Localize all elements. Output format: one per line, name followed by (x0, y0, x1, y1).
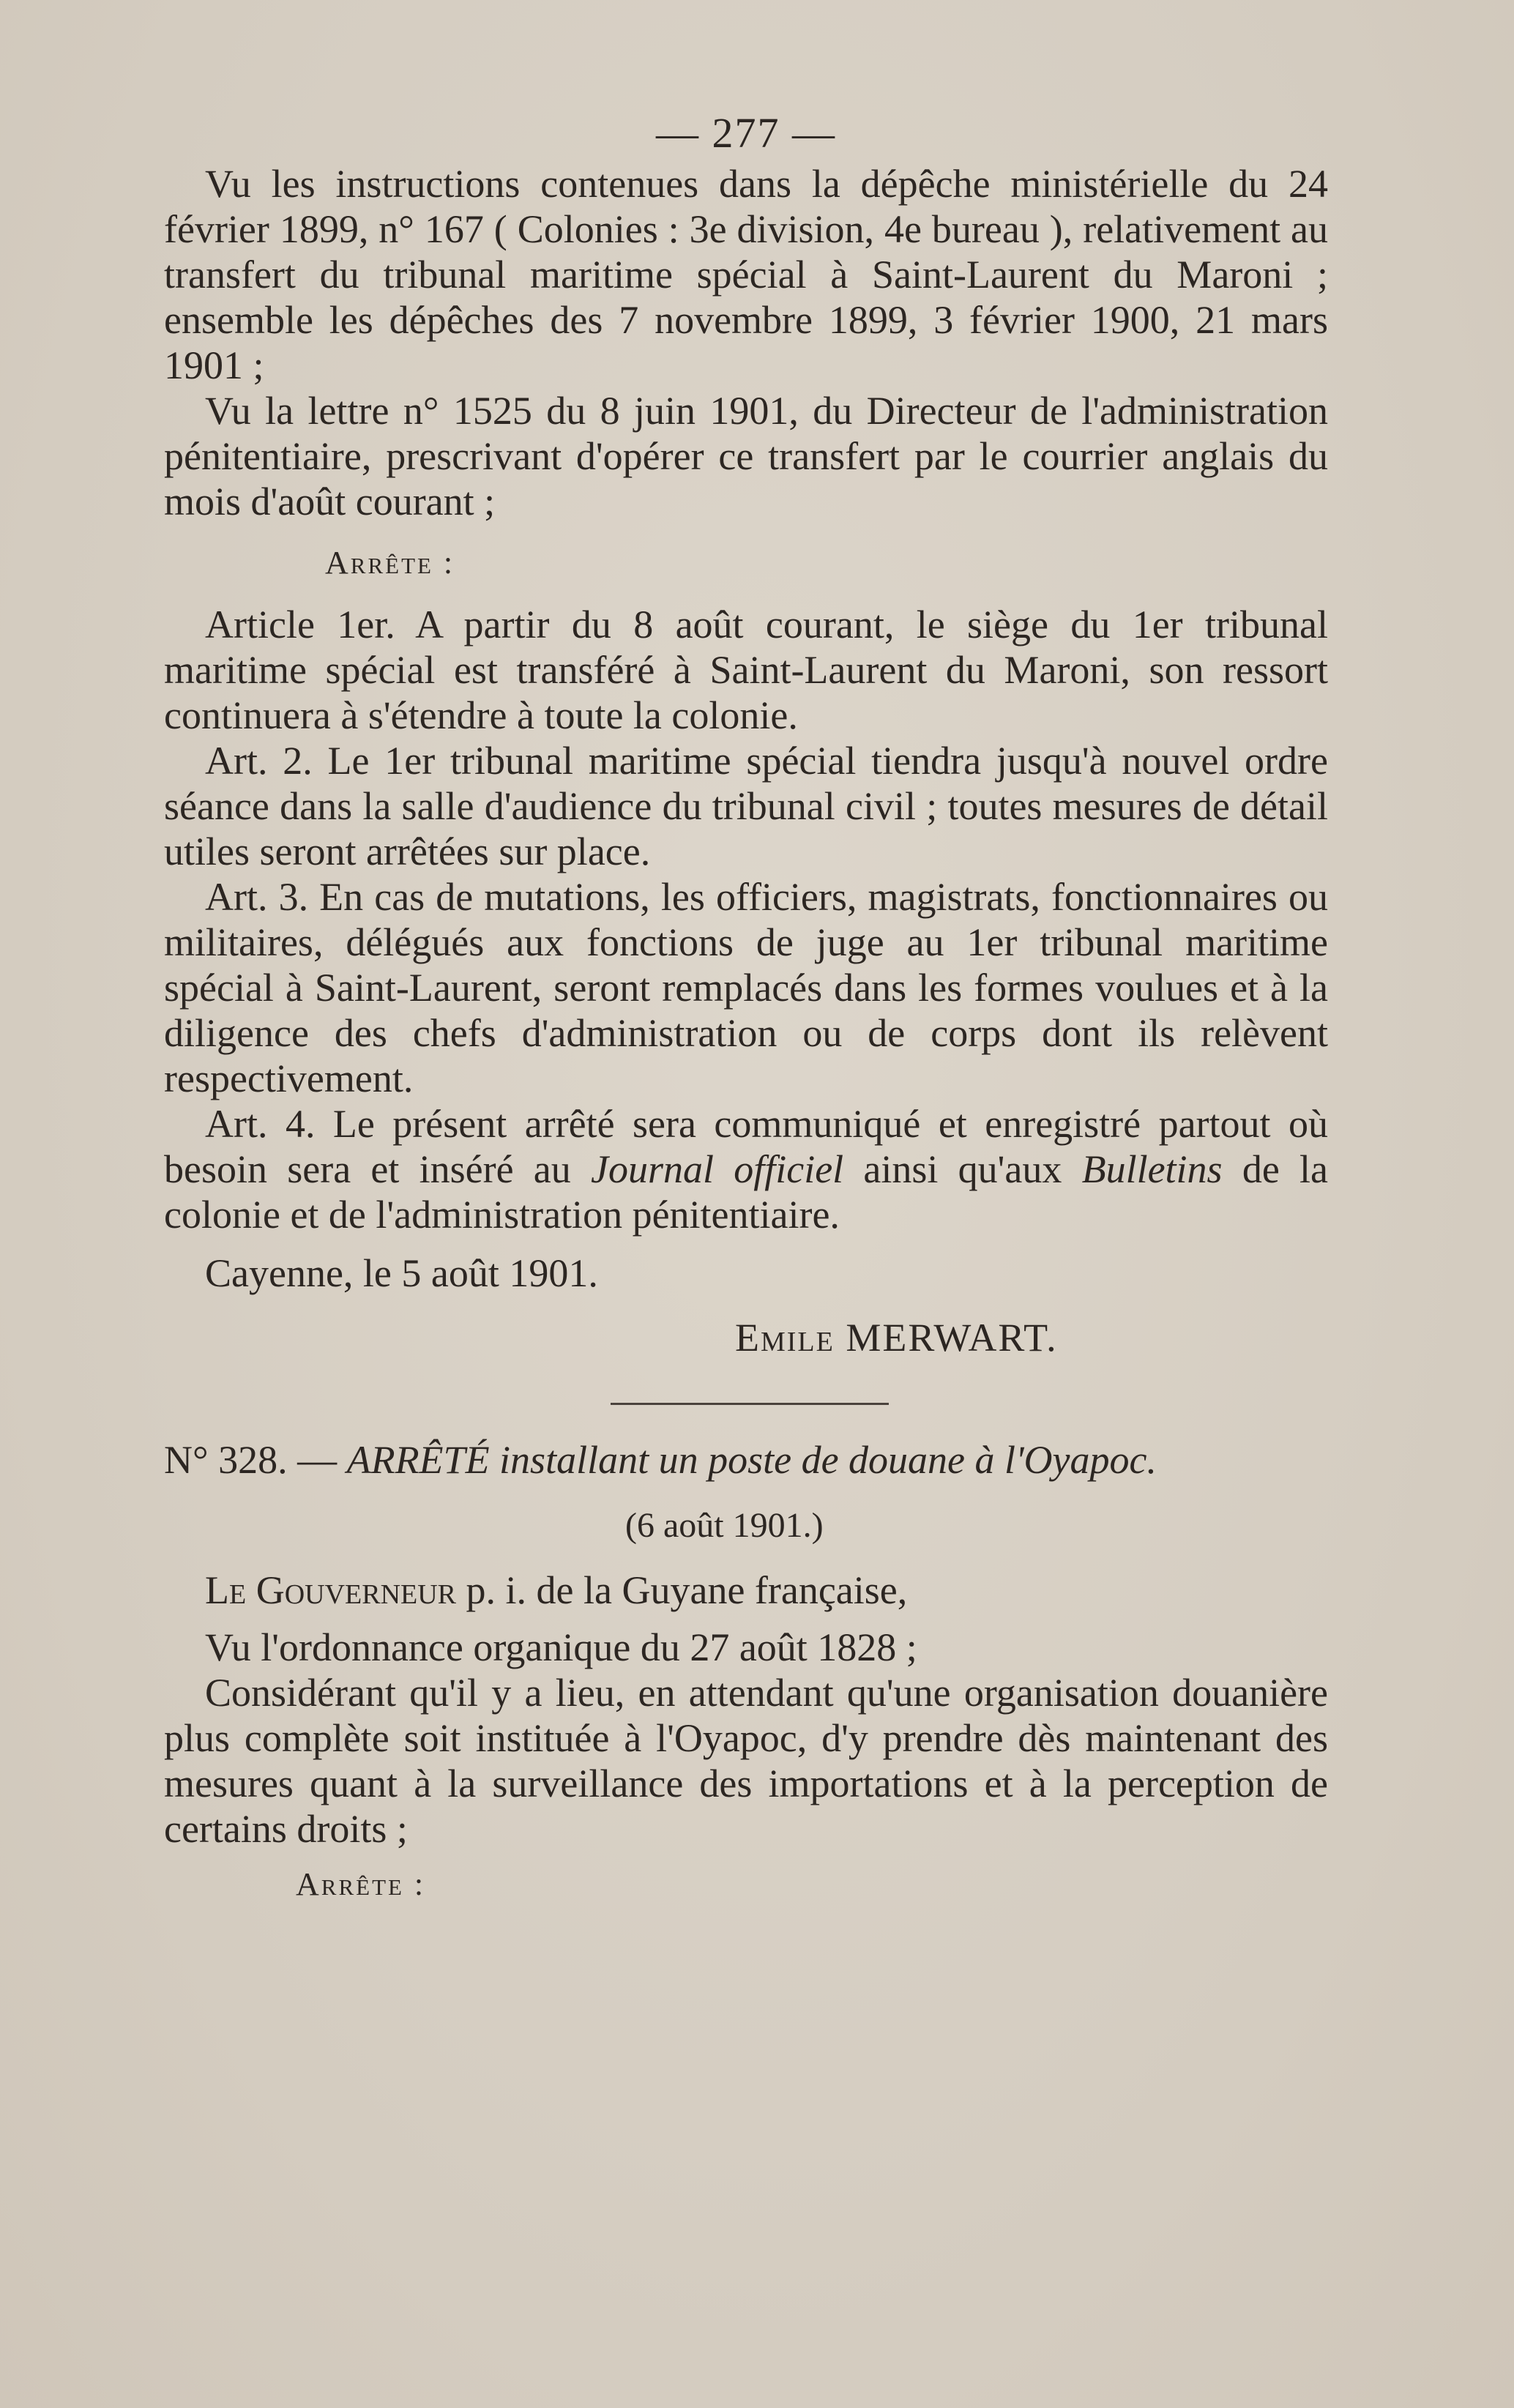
paragraph-vu-lettre: Vu la lettre n° 1525 du 8 juin 1901, du Directeur de l'administration pénitentiaire, prescrivant d'opérer ce transfert par le courrier anglais du mois d'août courant ; (164, 389, 1328, 523)
governor-title: Le Gouverneur (205, 1568, 457, 1612)
decree-date: (6 août 1901.) (625, 1506, 824, 1545)
section-divider (611, 1403, 889, 1405)
article-4 (164, 1101, 1328, 1237)
decree-title: ARRÊTÉ installant un poste de douane à l'Oyapoc. (346, 1438, 1157, 1482)
arrete-heading: Arrête : (325, 545, 455, 581)
paragraph-considerant: Considérant qu'il y a lieu, en attendant qu'une organisation douanière plus complète soit instituée à l'Oyapoc, d'y prendre dès maintenant des mesures quant à la surveillance des importations et à la perception de certains droits ; (164, 1671, 1328, 1851)
page-content (164, 110, 1328, 1907)
decree-number: N° 328. — (164, 1438, 347, 1482)
page-number: — 277 — (656, 109, 836, 157)
journal-officiel-title: Journal officiel (591, 1147, 844, 1191)
signature: Emile MERWART. (735, 1316, 1058, 1360)
article-2: Art. 2. Le 1er tribunal maritime spécial tiendra jusqu'à nouvel ordre séance dans la salle d'audience du tribunal civil ; toutes mesures de détail utiles seront arrêtées sur place. (164, 739, 1328, 873)
arrete-heading-2: Arrête : (296, 1866, 426, 1902)
article-3: Art. 3. En cas de mutations, les officiers, magistrats, fonctionnaires ou militaires, délégués aux fonctions de juge au 1er tribunal maritime spécial à Saint-Laurent, seront remplacés dans les formes voulues et à la diligence des chefs d'administration ou de corps dont ils relèvent respectivement. (164, 875, 1328, 1100)
paragraph-vu-instructions: Vu les instructions contenues dans la dépêche ministérielle du 24 février 1899, n° 167 ( Colonies : 3e division, 4e bureau ), relativement au transfert du tribunal maritime spécial à Saint-Laurent du Maroni ; ensemble les dépêches des 7 novembre 1899, 3 février 1900, 21 mars 1901 ; (164, 162, 1328, 387)
date-line: Cayenne, le 5 août 1901. (205, 1251, 598, 1295)
bulletins-title: Bulletins (1081, 1147, 1223, 1191)
article-1: Article 1er. A partir du 8 août courant, le siège du 1er tribunal maritime spécial est transféré à Saint-Laurent du Maroni, son ressort continuera à s'étendre à toute la colonie. (164, 603, 1328, 737)
governor-rest: p. i. de la Guyane française, (456, 1568, 908, 1612)
governor-line (164, 1568, 1328, 1613)
article-4-text-middle: ainsi qu'aux (843, 1147, 1082, 1191)
article-4-text-start: Art. 4. Le présent arrêté sera communiqué et enregistré partout où besoin sera et inséré au (164, 1102, 1328, 1191)
decree-heading (164, 1437, 1328, 1483)
article-4-text-end: de la colonie et de l'administration pénitentiaire. (164, 1147, 1328, 1237)
paragraph-vu-ordonnance: Vu l'ordonnance organique du 27 août 1828 ; (205, 1625, 917, 1669)
